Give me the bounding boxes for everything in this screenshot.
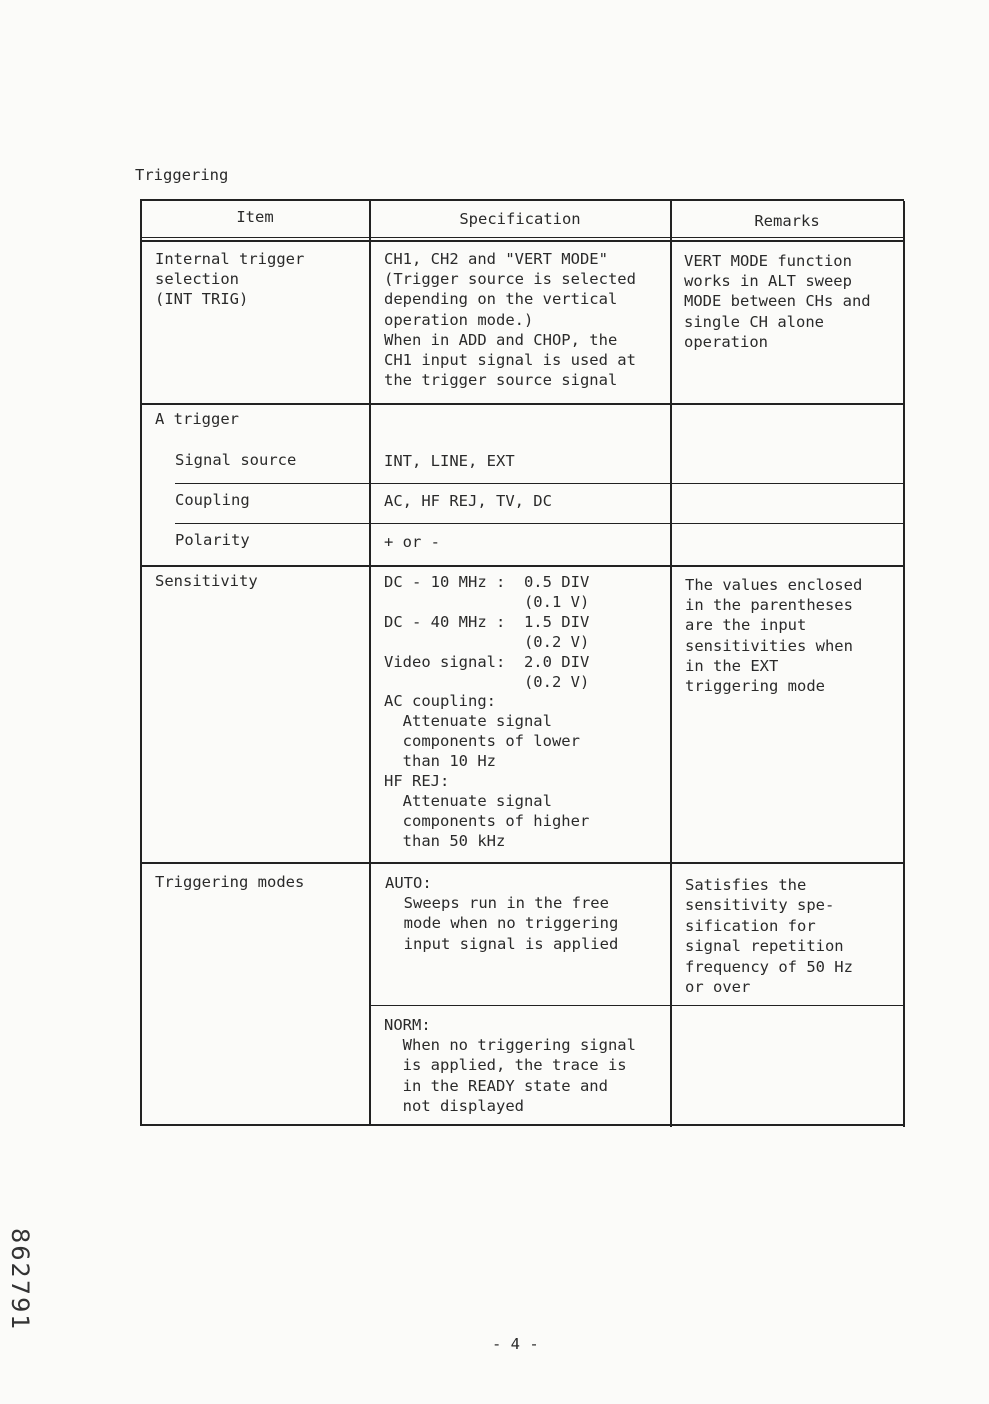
int-trig-item: Internal trigger selection (INT TRIG) [155, 250, 305, 309]
auto-remarks: Satisfies the sensitivity spe- sification for signal repetition frequency of 50 Hz or over [685, 876, 853, 997]
sensitivity-item: Sensitivity [155, 572, 258, 590]
page-number: - 4 - [492, 1335, 539, 1353]
section-title: Triggering [135, 166, 229, 184]
trig-modes-item: Triggering modes [155, 873, 305, 891]
header-specification: Specification [459, 210, 581, 228]
header-item: Item [236, 208, 274, 226]
polarity-spec: + or - [384, 533, 440, 551]
side-stamp-number: 862791 [6, 1228, 34, 1332]
signal-source-item: Signal source [175, 451, 297, 469]
int-trig-spec: CH1, CH2 and "VERT MODE" (Trigger source is selected depending on the vertical operation mode.) When in ADD and CHOP, the CH1 input signal is used at the trigger source signal [384, 250, 636, 390]
signal-source-spec: INT, LINE, EXT [384, 452, 515, 470]
coupling-spec: AC, HF REJ, TV, DC [384, 492, 552, 510]
coupling-item: Coupling [175, 491, 250, 509]
a-trigger-item: A trigger [155, 410, 239, 428]
int-trig-remarks: VERT MODE function works in ALT sweep MODE between CHs and single CH alone operation [684, 252, 871, 351]
norm-spec: NORM: When no triggering signal is applied, the trace is in the READY state and not displayed [384, 1016, 636, 1115]
polarity-item: Polarity [175, 531, 250, 549]
auto-spec: AUTO: Sweeps run in the free mode when no triggering input signal is applied [385, 874, 619, 953]
sensitivity-remarks: The values enclosed in the parentheses are the input sensitivities when in the EXT triggering mode [685, 576, 863, 696]
header-remarks: Remarks [754, 212, 820, 230]
sensitivity-spec: DC - 10 MHz : 0.5 DIV (0.1 V) DC - 40 MHz : 1.5 DIV (0.2 V) Video signal: 2.0 DIV (0.2 V) AC coupling: Attenuate signal components of lower than 10 Hz HF REJ: Attenuate signal components of higher than 50 kHz [384, 573, 590, 850]
